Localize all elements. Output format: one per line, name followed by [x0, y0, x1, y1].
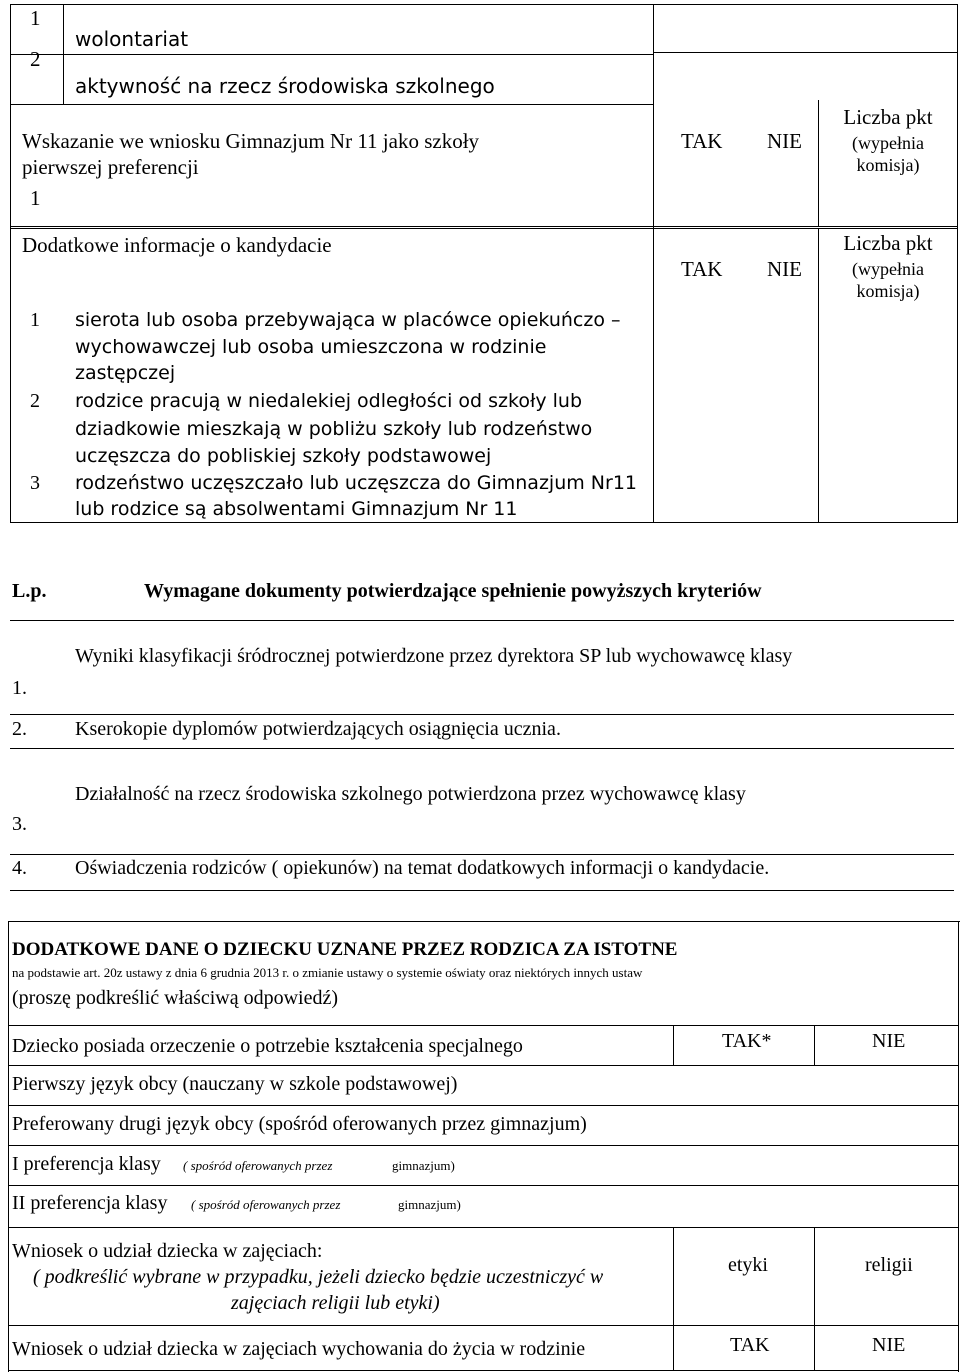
document-text: Oświadczenia rodziców ( opiekunów) na temat dodatkowych informacji o kandydacie. [75, 857, 770, 879]
item-text: sierota lub osoba przebywająca w placówce opiekuńczo – [75, 309, 621, 331]
document-number: 4. [12, 857, 27, 879]
points-header-note: komisja) [856, 155, 920, 175]
points-header-note: (wypełnia [852, 259, 924, 279]
document-number: 2. [12, 718, 27, 740]
document-number: 3. [12, 813, 27, 835]
criterion-label: wolontariat [75, 27, 189, 51]
preference-label-line1: Wskazanie we wniosku Gimnazjum Nr 11 jako szkoły [22, 129, 480, 153]
preference-label-line2: pierwszej preferencji [22, 155, 199, 179]
no-option[interactable]: NIE [767, 257, 802, 281]
class-preference-2-label: II preferencja klasy [12, 1192, 168, 1214]
item-text: dziadkowie mieszkają w pobliżu szkoły lub rodzeństwo [75, 418, 593, 440]
class-preference-hint-tail: gimnazjum) [392, 1158, 455, 1173]
special-needs-label: Dziecko posiada orzeczenie o potrzebie kształcenia specjalnego [12, 1035, 523, 1057]
religion-request-hint: zajęciach religii lub etyki) [231, 1292, 440, 1314]
document-text: Działalność na rzecz środowiska szkolnego potwierdzona przez wychowawcę klasy [75, 783, 746, 805]
yes-option[interactable]: TAK [681, 257, 723, 281]
item-text: lub rodzice są absolwentami Gimnazjum Nr 11 [75, 498, 518, 520]
religion-request-hint: ( podkreślić wybrane w przypadku, jeżeli dziecko będzie uczestniczyć w [33, 1266, 604, 1288]
item-number: 2 [30, 390, 40, 412]
item-text: rodzice pracują w niedalekiej odległości od szkoły lub [75, 390, 583, 412]
no-option[interactable]: NIE [872, 1030, 906, 1052]
item-number: 1 [30, 309, 40, 331]
points-header-note: (wypełnia [852, 133, 924, 153]
first-language-label: Pierwszy język obcy (nauczany w szkole podstawowej) [12, 1073, 458, 1095]
document-number: 1. [12, 677, 27, 699]
yes-option[interactable]: TAK [730, 1334, 770, 1356]
no-option[interactable]: NIE [872, 1334, 906, 1356]
row-number: 1 [30, 6, 41, 30]
no-option[interactable]: NIE [767, 129, 802, 153]
instruction: (proszę podkreślić właściwą odpowiedź) [12, 987, 338, 1009]
document-text: Wyniki klasyfikacji śródrocznej potwierdzone przez dyrektora SP lub wychowawcę klasy [75, 645, 793, 667]
document-text: Kserokopie dyplomów potwierdzających osiągnięcia ucznia. [75, 718, 561, 740]
yes-option[interactable]: TAK [681, 129, 723, 153]
ethics-option[interactable]: etyki [728, 1254, 768, 1276]
religion-request-label: Wniosek o udział dziecka w zajęciach: [12, 1240, 323, 1262]
class-preference-hint-tail: gimnazjum) [398, 1197, 461, 1212]
row-number: 2 [30, 47, 41, 71]
yes-option[interactable]: TAK* [722, 1030, 772, 1052]
legal-basis: na podstawie art. 20z ustawy z dnia 6 grudnia 2013 r. o zmianie ustawy o systemie oświaty oraz niektórych innych ustaw [12, 965, 643, 980]
documents-header-title: Wymagane dokumenty potwierdzające spełnienie powyższych kryteriów [144, 580, 762, 602]
item-text: zastępczej [75, 362, 176, 384]
parent-data-title: DODATKOWE DANE O DZIECKU UZNANE PRZEZ RODZICA ZA ISTOTNE [12, 939, 678, 960]
documents-header-number: L.p. [12, 580, 47, 602]
item-text: uczęszcza do pobliskiej szkoły podstawowej [75, 445, 492, 467]
class-preference-1-label: I preferencja klasy [12, 1153, 161, 1175]
class-preference-hint: ( spośród oferowanych przez [191, 1197, 341, 1212]
points-header: Liczba pkt [843, 231, 933, 255]
class-preference-hint: ( spośród oferowanych przez [183, 1158, 333, 1173]
item-number: 3 [30, 472, 40, 494]
item-text: rodzeństwo uczęszczało lub uczęszcza do Gimnazjum Nr11 [75, 472, 637, 494]
family-life-request-label: Wniosek o udział dziecka w zajęciach wychowania do życia w rodzinie [12, 1338, 586, 1360]
second-language-label: Preferowany drugi język obcy (spośród oferowanych przez gimnazjum) [12, 1113, 587, 1135]
additional-info-title: Dodatkowe informacje o kandydacie [22, 233, 332, 257]
item-text: wychowawczej lub osoba umieszczona w rodzinie [75, 336, 547, 358]
points-header: Liczba pkt [843, 105, 933, 129]
preference-number: 1 [30, 186, 41, 210]
religion-option[interactable]: religii [865, 1254, 913, 1276]
points-header-note: komisja) [856, 281, 920, 301]
criterion-label: aktywność na rzecz środowiska szkolnego [75, 74, 495, 98]
